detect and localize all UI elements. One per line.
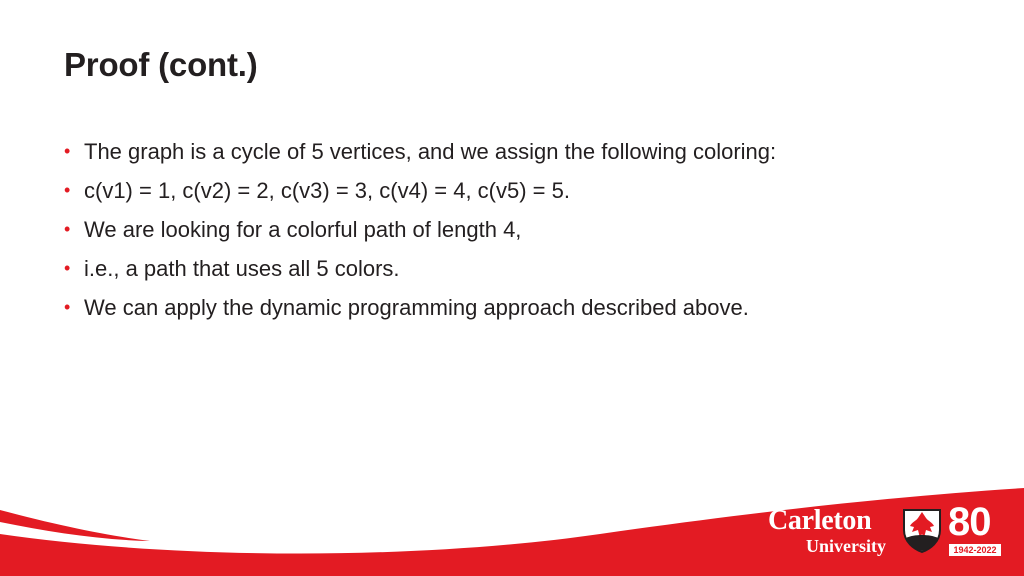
anniversary-years: 1942-2022 [949,544,1001,556]
bullet-text: i.e., a path that uses all 5 colors. [84,256,400,281]
carleton-shield-icon [902,508,942,554]
bullet-text: We are looking for a colorful path of length 4, [84,217,522,242]
footer-stripe-thin [0,510,150,541]
brand-name-line1: Carleton [768,505,872,536]
brand-name-line2: University [806,536,886,556]
bullet-marker: • [64,258,71,278]
bullet-text: The graph is a cycle of 5 vertices, and we assign the following coloring: [84,139,777,164]
bullet-marker: • [64,141,71,161]
slide-title: Proof (cont.) [64,46,258,83]
bullet-marker: • [64,297,71,317]
bullet-marker: • [64,219,71,239]
bullet-marker: • [64,180,71,200]
bullet-text: c(v1) = 1, c(v2) = 2, c(v3) = 3, c(v4) = 4, c(v5) = 5. [84,178,570,203]
carleton-logo [768,500,1008,562]
anniversary-number: 80 [948,500,991,544]
bullet-text: We can apply the dynamic programming approach described above. [84,295,749,320]
